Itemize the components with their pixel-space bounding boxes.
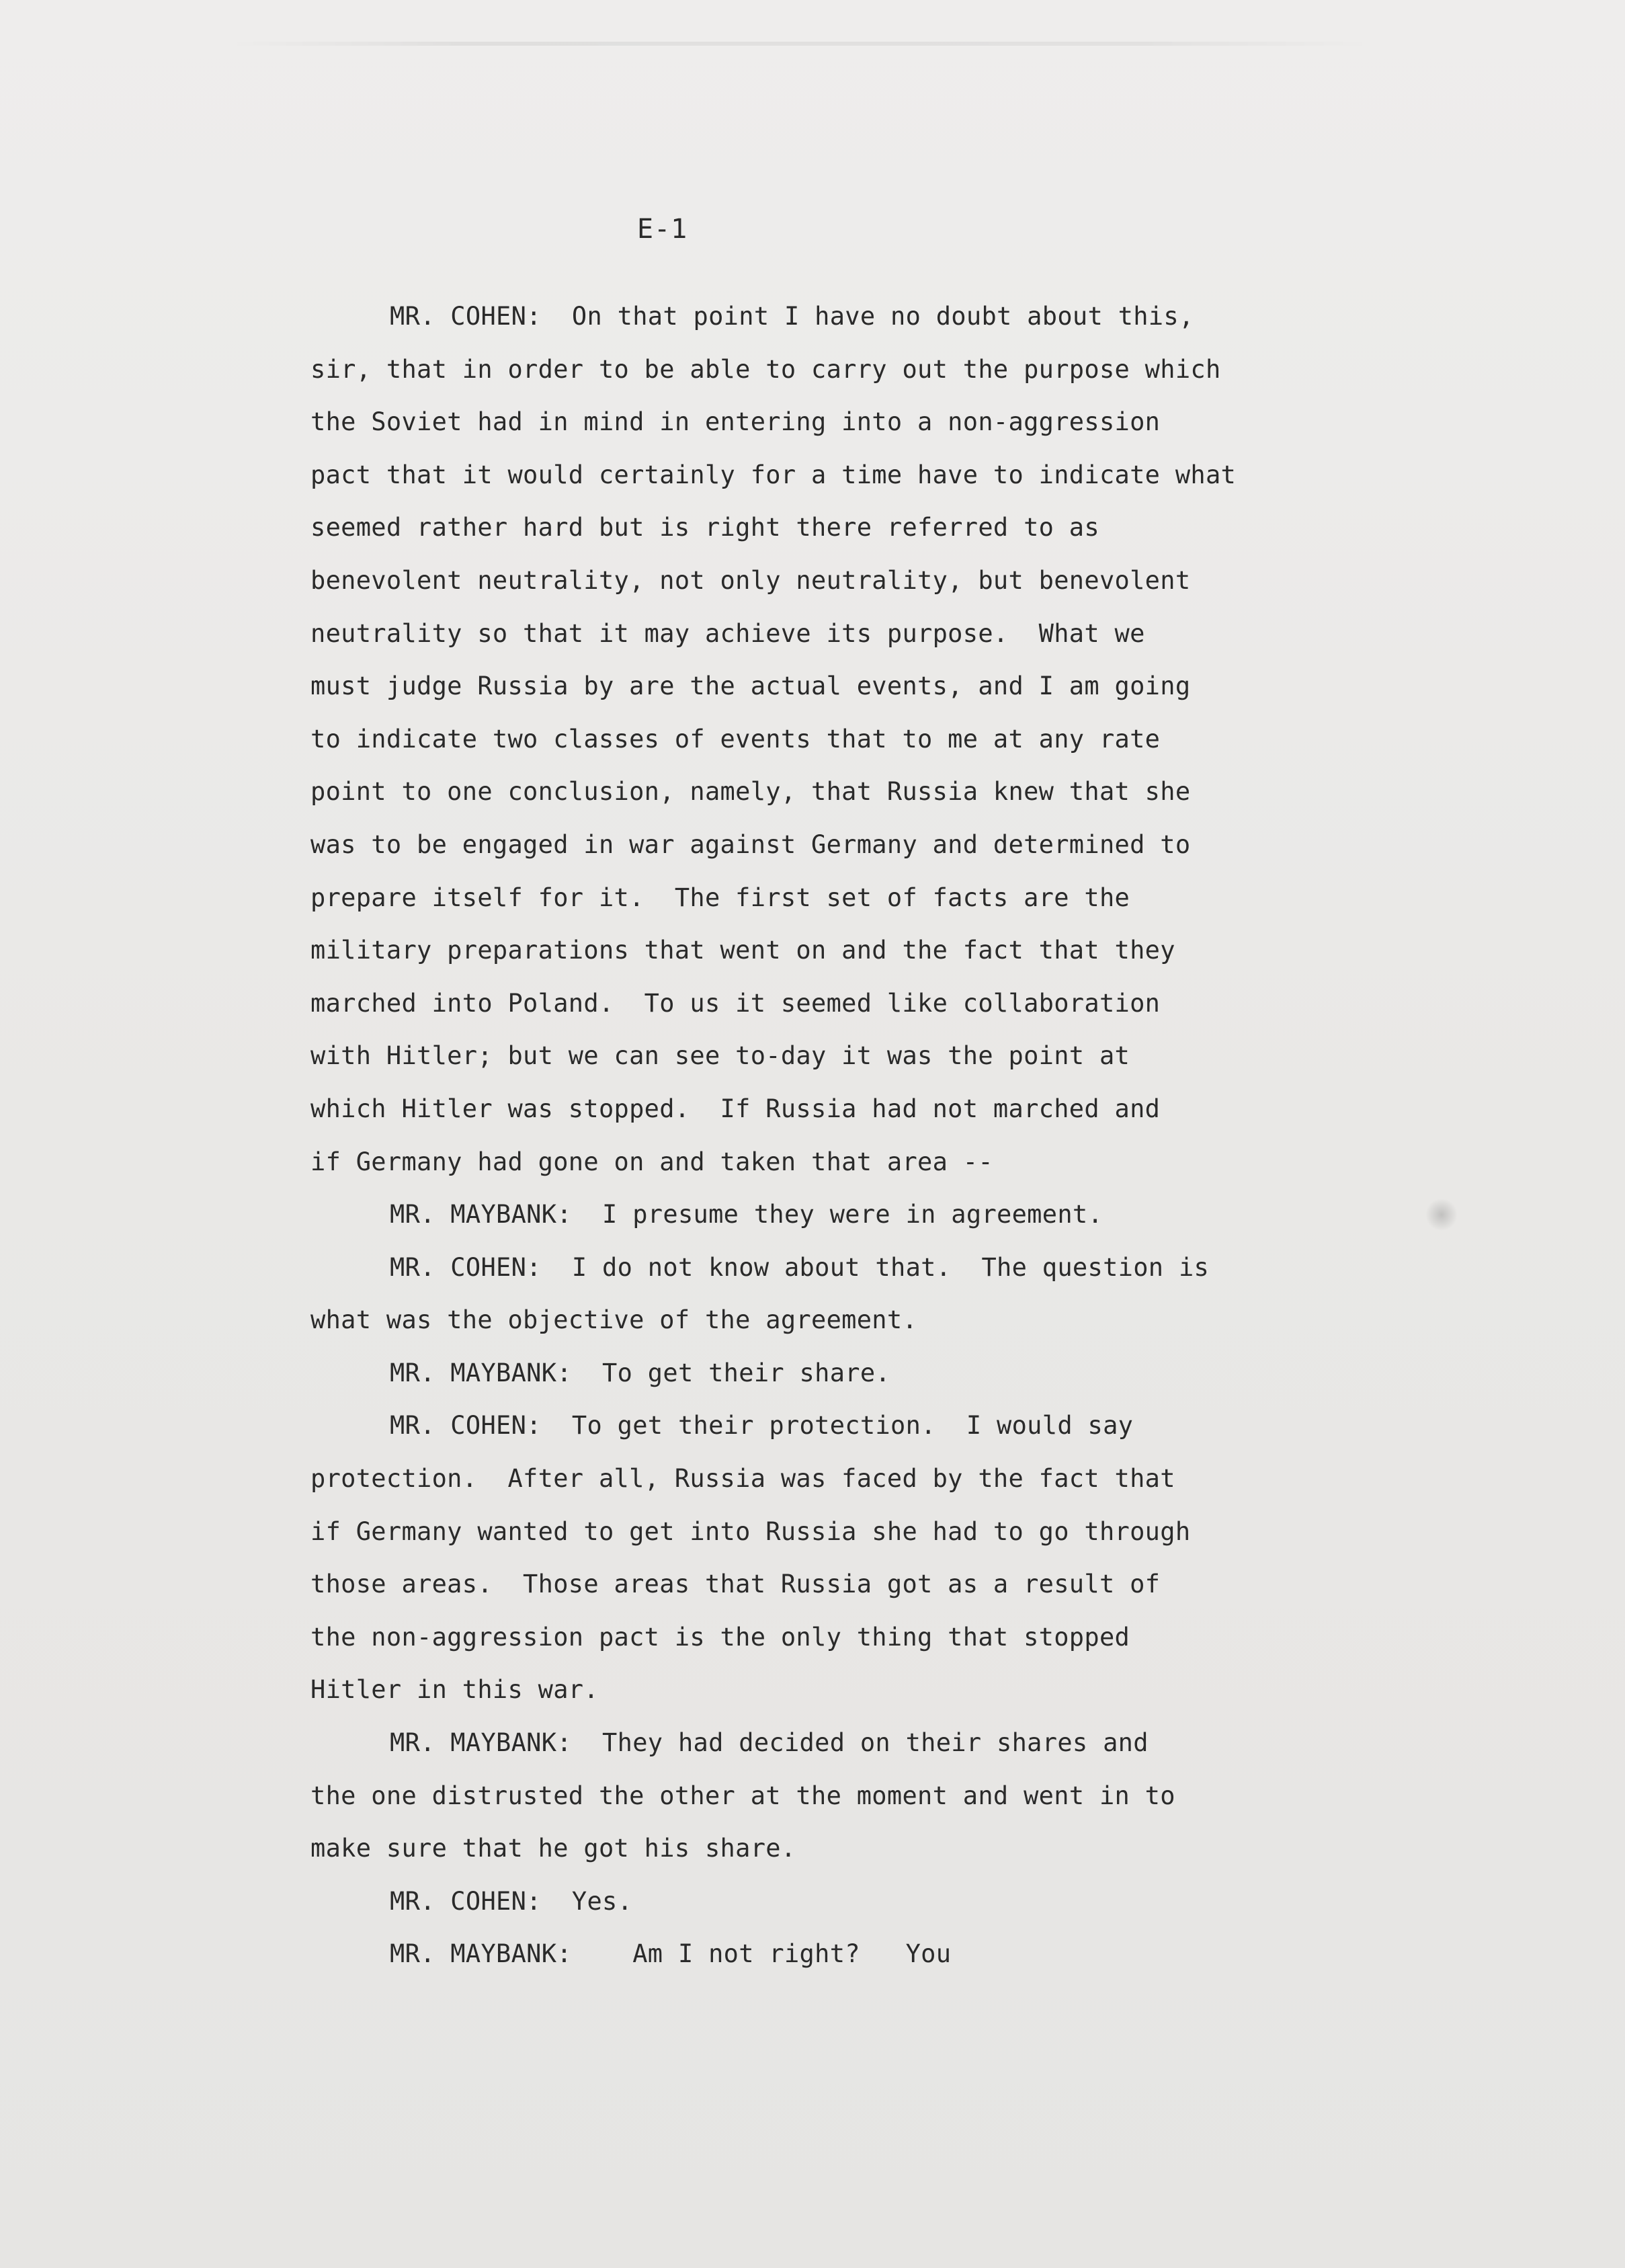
transcript-line: pact that it would certainly for a time have to indicate what — [310, 460, 1237, 489]
transcript-line: with Hitler; but we can see to-day it was the point at — [310, 1041, 1130, 1071]
transcript-line: Hitler in this war. — [310, 1675, 599, 1705]
transcript-line: to indicate two classes of events that to me at any rate — [310, 724, 1161, 754]
transcript-line: what was the objective of the agreement. — [310, 1305, 918, 1335]
transcript-line: MR. MAYBANK: They had decided on their shares and — [390, 1728, 1149, 1758]
transcript-line: MR. COHEN: To get their protection. I would say — [390, 1411, 1134, 1441]
transcript-line: must judge Russia by are the actual events, and I am going — [310, 672, 1191, 701]
transcript-line: point to one conclusion, namely, that Russia knew that she — [310, 777, 1191, 807]
transcript-line: seemed rather hard but is right there referred to as — [310, 513, 1099, 542]
transcript-line: MR. COHEN: On that point I have no doubt about this, — [390, 302, 1194, 331]
transcript-line: protection. After all, Russia was faced by the fact that — [310, 1464, 1175, 1494]
transcript-line: MR. MAYBANK: I presume they were in agreement. — [390, 1200, 1103, 1229]
transcript-line: those areas. Those areas that Russia got as a result of — [310, 1570, 1161, 1599]
page-number: E-1 — [637, 214, 688, 245]
transcript-line: make sure that he got his share. — [310, 1834, 796, 1863]
scan-edge-shadow — [228, 42, 1371, 46]
transcript-line: military preparations that went on and the fact that they — [310, 936, 1175, 965]
transcript-line: the one distrusted the other at the moment and went in to — [310, 1781, 1175, 1810]
ink-smudge — [1426, 1198, 1457, 1231]
transcript-line: neutrality so that it may achieve its purpose. What we — [310, 618, 1145, 648]
transcript-line: sir, that in order to be able to carry out the purpose which — [310, 354, 1221, 384]
transcript-text — [310, 290, 1332, 1981]
transcript-line: the non-aggression pact is the only thing that stopped — [310, 1622, 1130, 1652]
transcript-line: if Germany wanted to get into Russia she had to go through — [310, 1516, 1191, 1546]
transcript-line: if Germany had gone on and taken that area -- — [310, 1147, 993, 1176]
transcript-line: benevolent neutrality, not only neutrality, but benevolent — [310, 565, 1191, 595]
transcript-line: was to be engaged in war against Germany and determined to — [310, 829, 1191, 859]
transcript-line: the Soviet had in mind in entering into a non-aggression — [310, 407, 1161, 437]
transcript-line: MR. MAYBANK: To get their share. — [390, 1358, 891, 1387]
transcript-line: MR. COHEN: Yes. — [390, 1886, 633, 1916]
transcript-line: prepare itself for it. The first set of facts are the — [310, 883, 1130, 912]
transcript-line: MR. MAYBANK: Am I not right? You — [390, 1939, 952, 1969]
transcript-line: MR. COHEN: I do not know about that. The question is — [390, 1252, 1210, 1282]
transcript-line: which Hitler was stopped. If Russia had not marched and — [310, 1094, 1161, 1123]
transcript-line: marched into Poland. To us it seemed like collaboration — [310, 988, 1161, 1018]
